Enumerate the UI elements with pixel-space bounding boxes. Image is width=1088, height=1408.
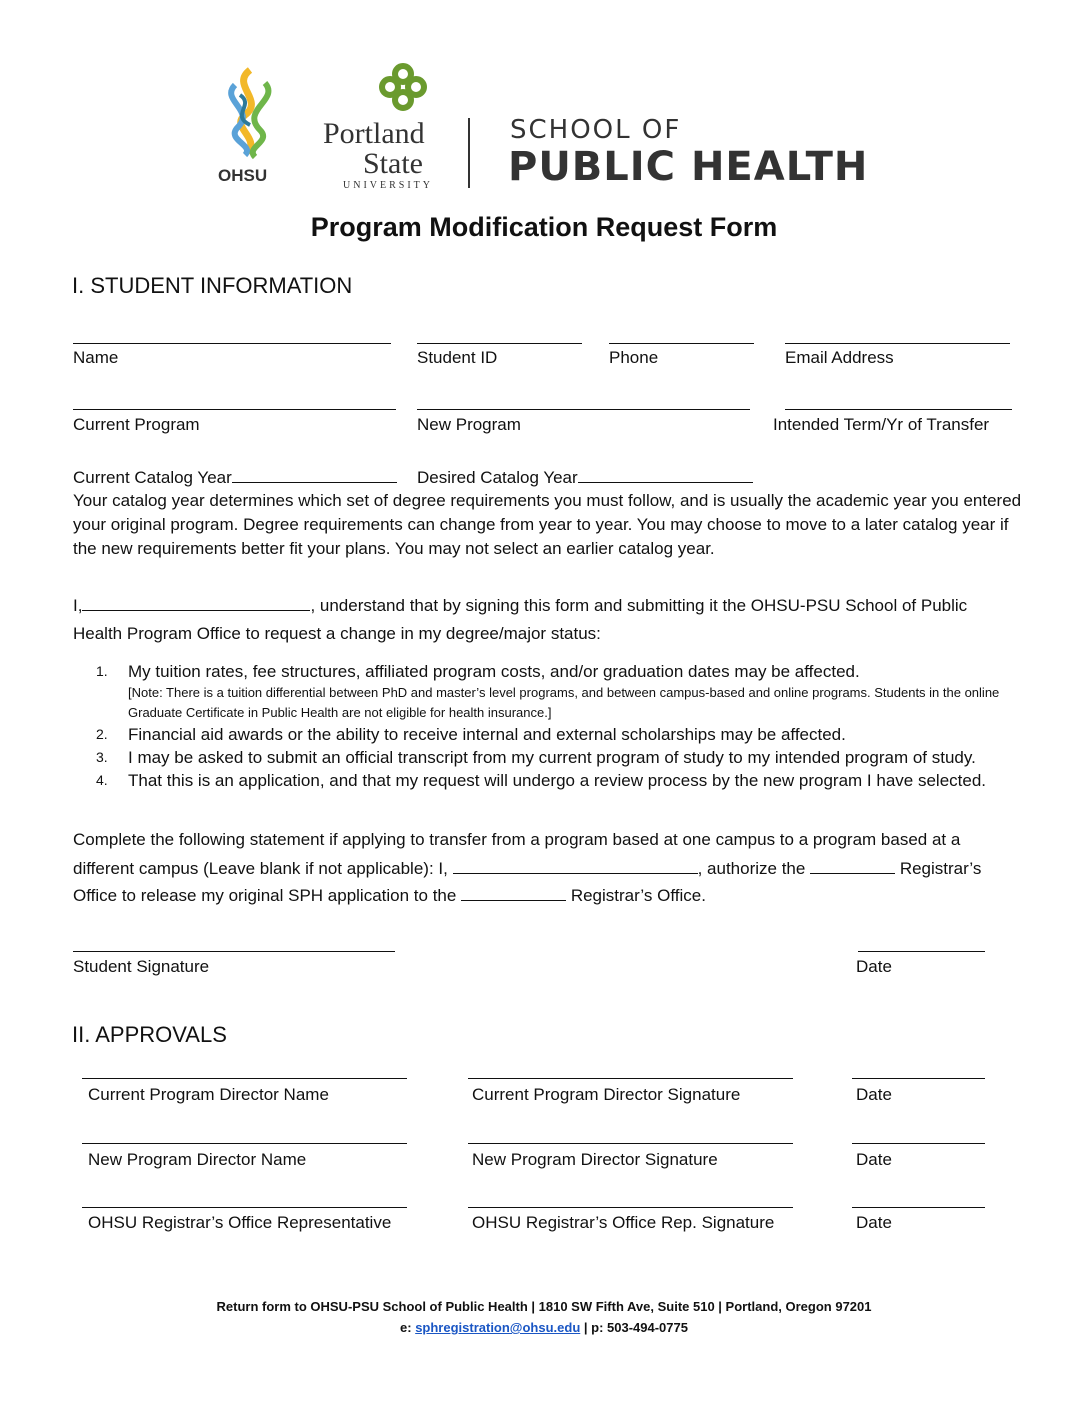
- footer-email-prefix: e:: [400, 1320, 416, 1335]
- list-item: [96, 723, 1036, 746]
- footer-address: Return form to OHSU-PSU School of Public Health | 1810 SW Fifth Ave, Suite 510 | Portland, Oregon 97201: [216, 1299, 872, 1314]
- current-director-date-line[interactable]: [852, 1078, 985, 1079]
- new-director-signature-label: New Program Director Signature: [472, 1150, 718, 1169]
- acknowledgement-list: [96, 660, 1036, 792]
- from-registrar-blank[interactable]: [810, 858, 895, 874]
- new-director-date-label: Date: [856, 1150, 892, 1169]
- phone-label: Phone: [609, 348, 659, 367]
- ohsu-logo-text: OHSU: [218, 166, 268, 185]
- new-program-line[interactable]: [417, 409, 750, 410]
- header-logos: [210, 60, 890, 195]
- psu-name-line2: State: [363, 147, 423, 180]
- transfer-line3-b: Registrar’s Office.: [570, 886, 706, 905]
- current-catalog-label: Current Catalog Year: [73, 468, 232, 487]
- student-signature-label: Student Signature: [73, 957, 210, 976]
- desired-catalog-blank[interactable]: [578, 467, 753, 483]
- list-text: That this is an application, and that my request will undergo a review process by the new program I have selected.: [128, 771, 987, 790]
- list-item: [96, 660, 1036, 723]
- to-registrar-blank[interactable]: [461, 885, 566, 901]
- transfer-line2-c: Registrar’s: [899, 859, 982, 878]
- list-number: 1.: [96, 663, 108, 679]
- desired-catalog-row: [417, 467, 753, 488]
- current-director-name-label: Current Program Director Name: [88, 1085, 329, 1104]
- current-director-date-label: Date: [856, 1085, 892, 1104]
- tuition-note: [Note: There is a tuition differential between PhD and master’s level programs, and between campus-based and online programs. Students in the online Graduate Certificate in Public Health are not eligible for health insurance.]: [128, 685, 1000, 720]
- registrar-rep-signature-line[interactable]: [468, 1207, 793, 1208]
- psu-name-line3: UNIVERSITY: [343, 180, 433, 191]
- footer-email-link[interactable]: sphregistration@ohsu.edu: [415, 1320, 581, 1335]
- psu-name-line1: Portland: [323, 117, 425, 150]
- registrar-rep-name-label: OHSU Registrar’s Office Representative: [88, 1213, 392, 1232]
- list-number: 2.: [96, 726, 108, 742]
- list-number: 3.: [96, 749, 108, 765]
- section-heading-approvals: II. APPROVALS: [72, 1022, 227, 1047]
- student-id-label: Student ID: [417, 348, 498, 367]
- header-divider: [468, 118, 470, 188]
- name-line[interactable]: [73, 343, 391, 344]
- email-label: Email Address: [785, 348, 894, 367]
- page-title: Program Modification Request Form: [310, 212, 778, 242]
- understand-prefix: I,: [73, 596, 83, 615]
- name-label: Name: [73, 348, 119, 367]
- email-line[interactable]: [785, 343, 1010, 344]
- new-program-label: New Program: [417, 415, 521, 434]
- student-id-line[interactable]: [417, 343, 582, 344]
- transfer-line2-a: different campus (Leave blank if not applicable): I,: [73, 859, 448, 878]
- registrar-rep-date-label: Date: [856, 1213, 892, 1232]
- student-signature-line[interactable]: [73, 951, 395, 952]
- catalog-note: Your catalog year determines which set of degree requirements you must follow, and is usually the academic year you entered your original program. Degree requirements can change from year to year. You may choose to move to a later catalog year if the new requirements better fit your plans. You may not select an earlier catalog year.: [73, 491, 1022, 558]
- current-director-signature-line[interactable]: [468, 1078, 793, 1079]
- list-number: 4.: [96, 772, 108, 788]
- current-director-name-line[interactable]: [82, 1078, 407, 1079]
- current-catalog-row: [73, 467, 397, 488]
- list-text: Financial aid awards or the ability to receive internal and external scholarships may be affected.: [128, 725, 846, 744]
- student-date-line[interactable]: [858, 951, 985, 952]
- registrar-rep-name-line[interactable]: [82, 1207, 407, 1208]
- transfer-line2-b: , authorize the: [697, 859, 806, 878]
- registrar-rep-signature-label: OHSU Registrar’s Office Rep. Signature: [472, 1213, 775, 1232]
- understand-line2: Health Program Office to request a change in my degree/major status:: [73, 624, 601, 643]
- psu-logo-icon: [378, 62, 428, 112]
- list-text: My tuition rates, fee structures, affiliated program costs, and/or graduation dates may be affected.: [128, 662, 860, 681]
- student-date-label: Date: [856, 957, 892, 976]
- current-catalog-blank[interactable]: [232, 467, 397, 483]
- understand-line1: [73, 595, 967, 616]
- new-director-name-line[interactable]: [82, 1143, 407, 1144]
- new-director-name-label: New Program Director Name: [88, 1150, 307, 1169]
- transfer-name-blank[interactable]: [453, 858, 698, 874]
- registrar-rep-date-line[interactable]: [852, 1207, 985, 1208]
- list-item: [96, 746, 1036, 769]
- school-of-text: SCHOOL OF: [510, 115, 682, 145]
- footer-phone: | p: 503-494-0775: [580, 1320, 688, 1335]
- transfer-line2: [73, 858, 981, 879]
- new-director-signature-line[interactable]: [468, 1143, 793, 1144]
- intended-term-line[interactable]: [785, 409, 1012, 410]
- list-item: [96, 769, 1036, 792]
- current-program-line[interactable]: [73, 409, 396, 410]
- transfer-line1: Complete the following statement if applying to transfer from a program based at one campus to a program based at a: [73, 830, 961, 849]
- understand-suffix: , understand that by signing this form and submitting it the OHSU-PSU School of Public: [310, 596, 968, 615]
- section-heading-student-info: I. STUDENT INFORMATION: [72, 273, 353, 298]
- transfer-line3: [73, 885, 706, 906]
- current-director-signature-label: Current Program Director Signature: [472, 1085, 741, 1104]
- understand-name-blank[interactable]: [82, 595, 310, 611]
- phone-line[interactable]: [609, 343, 754, 344]
- intended-term-label: Intended Term/Yr of Transfer: [773, 415, 990, 434]
- public-health-text: PUBLIC HEALTH: [508, 144, 869, 190]
- footer-contact: [0, 1320, 1088, 1335]
- desired-catalog-label: Desired Catalog Year: [417, 468, 578, 487]
- ohsu-logo-icon: [210, 65, 285, 160]
- list-text: I may be asked to submit an official transcript from my current program of study to my intended program of study.: [128, 748, 976, 767]
- transfer-line3-a: Office to release my original SPH application to the: [73, 886, 457, 905]
- new-director-date-line[interactable]: [852, 1143, 985, 1144]
- current-program-label: Current Program: [73, 415, 200, 434]
